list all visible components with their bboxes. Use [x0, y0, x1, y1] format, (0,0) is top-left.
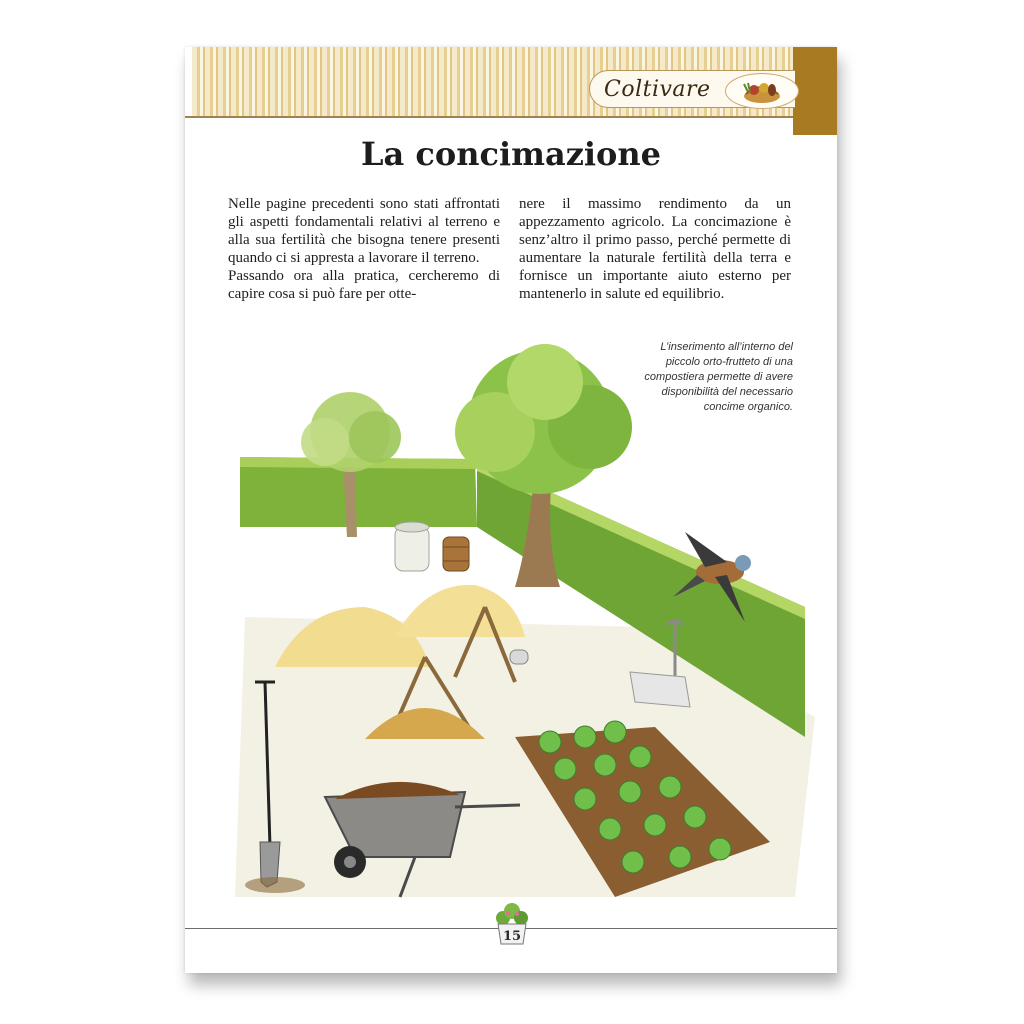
compost-bin-icon — [395, 522, 429, 571]
barrel-icon — [443, 537, 469, 571]
paragraph: Nelle pagine precedenti sono stati affrontati gli aspetti fondamentali relativi al terreno e alla sua fertilità che bisogna tenere presenti quando ci si appresta a lavorare il terreno. — [228, 196, 500, 266]
page-number: 15 — [502, 929, 522, 944]
page-title: La concimazione — [361, 135, 661, 173]
header-rule — [185, 116, 793, 118]
text-column-2 — [519, 195, 791, 303]
vegetable-basket-icon — [725, 73, 799, 109]
text-column-1 — [228, 195, 500, 303]
book-page — [185, 47, 837, 973]
section-label: Coltivare — [604, 76, 711, 102]
paragraph: nere il massimo rendimento da un appezzamento agricolo. La concimazione è senz’altro il primo passo, perché permette di aumentare la naturale fertilità della terra e fornisce un importante aiuto esterno per mantenerlo in salute ed equilibrio. — [519, 196, 791, 302]
paragraph: Passando ora alla pratica, cercheremo di capire cosa si può fare per otte- — [228, 268, 500, 302]
header-color-tab — [793, 47, 837, 135]
illustration-caption: L’inserimento all’interno del piccolo orto-frutteto di una compostiera permette di avere disponibilità del necessario concime organico. — [644, 341, 793, 413]
garden-illustration — [215, 337, 815, 907]
